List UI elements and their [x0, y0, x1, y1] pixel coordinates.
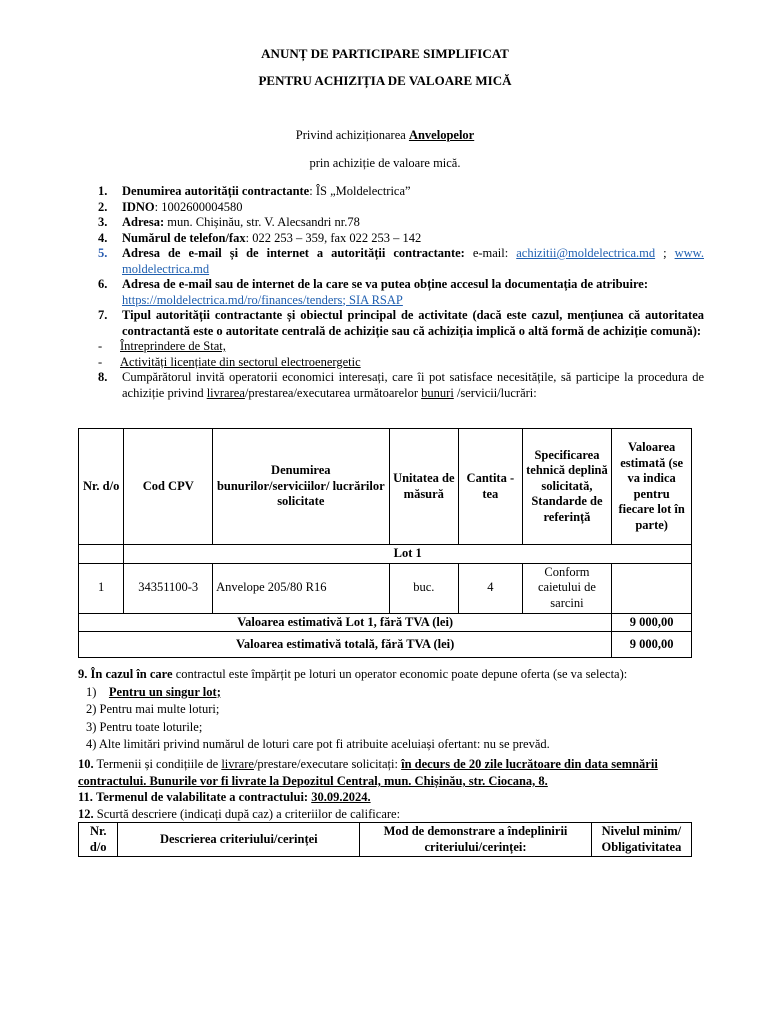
dash-mark: - [98, 354, 103, 369]
lot-total-value: 9 000,00 [612, 613, 692, 632]
cell-unit: buc. [389, 563, 459, 613]
item-text: /prestarea/executarea următoarelor [244, 385, 422, 400]
section-number: 11. [78, 790, 93, 804]
item-label: Denumirea autorității contractante [122, 184, 310, 198]
section-label: În cazul în care [90, 667, 173, 681]
header-description: Descrierea criteriului/cerinței [118, 823, 360, 857]
section-text: /prestare/executare solicitați: [253, 757, 402, 771]
cell-spec: Conform caietului de sarcini [522, 563, 612, 613]
lot-total-label: Valoarea estimativă Lot 1, fără TVA (lei) [79, 613, 612, 632]
grand-total-value: 9 000,00 [612, 632, 692, 658]
cell-qty: 4 [459, 563, 523, 613]
item-number: 2. [98, 199, 108, 214]
option-multiple-lots [78, 701, 708, 719]
section-delivery-terms [78, 756, 704, 790]
table-row [79, 563, 692, 613]
header-nr: Nr. d/o [79, 823, 118, 857]
intro-object: Anvelopelor [408, 128, 475, 142]
section-label: Termenul de valabilitate a contractului: [96, 790, 312, 804]
item-value: : ÎS „Moldelectrica” [309, 184, 411, 198]
item-text: /servicii/lucrări: [453, 385, 537, 400]
lot-label-row [79, 545, 692, 564]
header-spec: Specificarea tehnică deplină solicitată, Standarde de referință [522, 429, 612, 545]
section-qualification [78, 807, 704, 822]
intro-line2: prin achiziție de valoare mică. [309, 156, 461, 170]
email-link[interactable]: achizitii@moldelectrica.md [516, 246, 656, 260]
criteria-table [78, 822, 692, 857]
section-text: Scurtă descriere (indicați după caz) a criteriilor de calificare: [96, 807, 401, 821]
option-single-lot [78, 684, 708, 702]
item-label: Adresa: [122, 215, 165, 229]
list-item-documentation [98, 277, 704, 308]
link-separator: ; [655, 246, 675, 260]
list-item-email [98, 246, 704, 277]
header-unit: Unitatea de măsură [389, 429, 459, 545]
item-text-underlined: bunuri [421, 385, 454, 400]
option-text: Pentru un singur lot; [108, 684, 221, 699]
option-text: Alte limitări privind numărul de loturi care pot fi atribuite aceluiași ofertant: nu se prevăd. [98, 737, 550, 751]
item-value: : 1002600004580 [154, 199, 243, 214]
section-number: 9. [78, 667, 88, 681]
lots-table [78, 428, 692, 658]
option-number: 1) [86, 684, 97, 699]
dash-item-state-enterprise [98, 339, 704, 355]
item-label: Adresa de e-mail sau de internet de la care se va putea obține accesul la documentația de atribuire: [122, 277, 648, 291]
cell-nr: 1 [79, 563, 124, 613]
section-lots-option [78, 666, 708, 754]
item-value: e-mail: [464, 246, 517, 260]
item-value: : 022 253 – 359, fax 022 253 – 142 [245, 230, 422, 245]
option-text: Pentru mai multe loturi; [99, 702, 220, 716]
section-contract-validity [78, 790, 704, 805]
section-text: contractul este împărțit pe loturi un operator economic poate depune oferta (se va selecta): [172, 667, 628, 681]
header-value: Valoarea estimată (se va indica pentru fiecare lot în parte) [612, 429, 692, 545]
item-number: 8. [98, 370, 108, 384]
cell-cpv: 34351100-3 [124, 563, 213, 613]
item-number: 4. [98, 230, 108, 245]
section-heading [78, 666, 708, 684]
list-item-idno [98, 200, 704, 216]
lot-total-row [79, 613, 692, 632]
list-item-authority-type [98, 308, 704, 339]
intro-line1 [0, 128, 770, 143]
item-text: Cumpărătorul invită operatorii economici interesați, care îi pot satisface necesitățile, să participe la procedura de achiziție privind [122, 370, 704, 400]
document-title-line1: ANUNȚ DE PARTICIPARE SIMPLIFICAT [261, 46, 509, 61]
cell-name: Anvelope 205/80 R16 [213, 563, 389, 613]
list-item-phone [98, 231, 704, 247]
item-label: Numărul de telefon/fax [122, 230, 246, 245]
table-header-row [79, 823, 692, 857]
grand-total-row [79, 632, 692, 658]
option-other-limits [78, 736, 708, 754]
section-text-underlined: livrare [221, 757, 254, 771]
item-value: mun. Chișinău, str. V. Alecsandri nr.78 [164, 215, 360, 229]
delivery-terms-bold: în decurs de 20 zile lucrătoare din data semnării contractului. Bunurile vor fi livrate la Depozitul Central, mun. Chișinău, str. Ciocana, 8. [78, 757, 658, 788]
list-item-invitation [98, 370, 704, 401]
header-nr: Nr. d/o [79, 429, 124, 545]
list-item-authority [98, 184, 704, 200]
section-number: 12. [78, 807, 94, 821]
header-level: Nivelul minim/ Obligativitatea [591, 823, 691, 857]
table-header-row [79, 429, 692, 545]
item-text-underlined: livrarea [206, 385, 245, 400]
option-number: 3) [86, 719, 97, 734]
option-all-lots [78, 719, 708, 737]
option-number: 4) [86, 737, 97, 751]
website-link[interactable]: www. moldelectrica.md [122, 246, 704, 276]
header-cpv: Cod CPV [124, 429, 213, 545]
dash-text: Întreprindere de Stat, [120, 339, 226, 353]
list-item-address [98, 215, 704, 231]
option-number: 2) [86, 702, 97, 716]
header-qty: Cantita -tea [459, 429, 523, 545]
item-number: 6. [98, 277, 108, 291]
tenders-link[interactable]: https://moldelectrica.md/ro/finances/tenders; SIA RSAP [122, 292, 403, 307]
lot-label: Lot 1 [124, 545, 692, 564]
dash-mark: - [98, 339, 103, 353]
item-number: 3. [98, 215, 108, 229]
item-number: 5. [98, 246, 108, 260]
empty-cell [79, 545, 124, 564]
item-label: Tipul autorității contractante și obiectul principal de activitate (dacă este cazul, mențiunea că autoritatea contractantă este o autoritate centrală de achiziție sau că achiziția implică o altă formă de achiziție comună): [122, 308, 704, 338]
section-text: Termenii și condițiile de [96, 757, 222, 771]
dash-text: Activități licențiate din sectorul electroenergetic [120, 354, 361, 369]
contract-date: 30.09.2024. [311, 790, 371, 804]
section-number: 10. [78, 757, 94, 771]
grand-total-label: Valoarea estimativă totală, fără TVA (lei) [79, 632, 612, 658]
header-name: Denumirea bunurilor/serviciilor/ lucrărilor solicitate [213, 429, 389, 545]
item-label: Adresa de e-mail și de internet a autorității contractante: [122, 246, 465, 260]
header-demonstration: Mod de demonstrare a îndeplinirii criteriului/cerinței: [360, 823, 592, 857]
cell-value [612, 563, 692, 613]
item-number: 7. [98, 308, 108, 322]
option-text: Pentru toate loturile; [99, 719, 203, 734]
document-title-line2: PENTRU ACHIZIȚIA DE VALOARE MICĂ [258, 73, 512, 88]
item-number: 1. [98, 184, 108, 198]
dash-item-licensed-activities [98, 355, 704, 371]
intro-prefix: Privind achiziționarea [295, 128, 409, 142]
info-list [98, 184, 704, 401]
item-label: IDNO [122, 199, 155, 214]
